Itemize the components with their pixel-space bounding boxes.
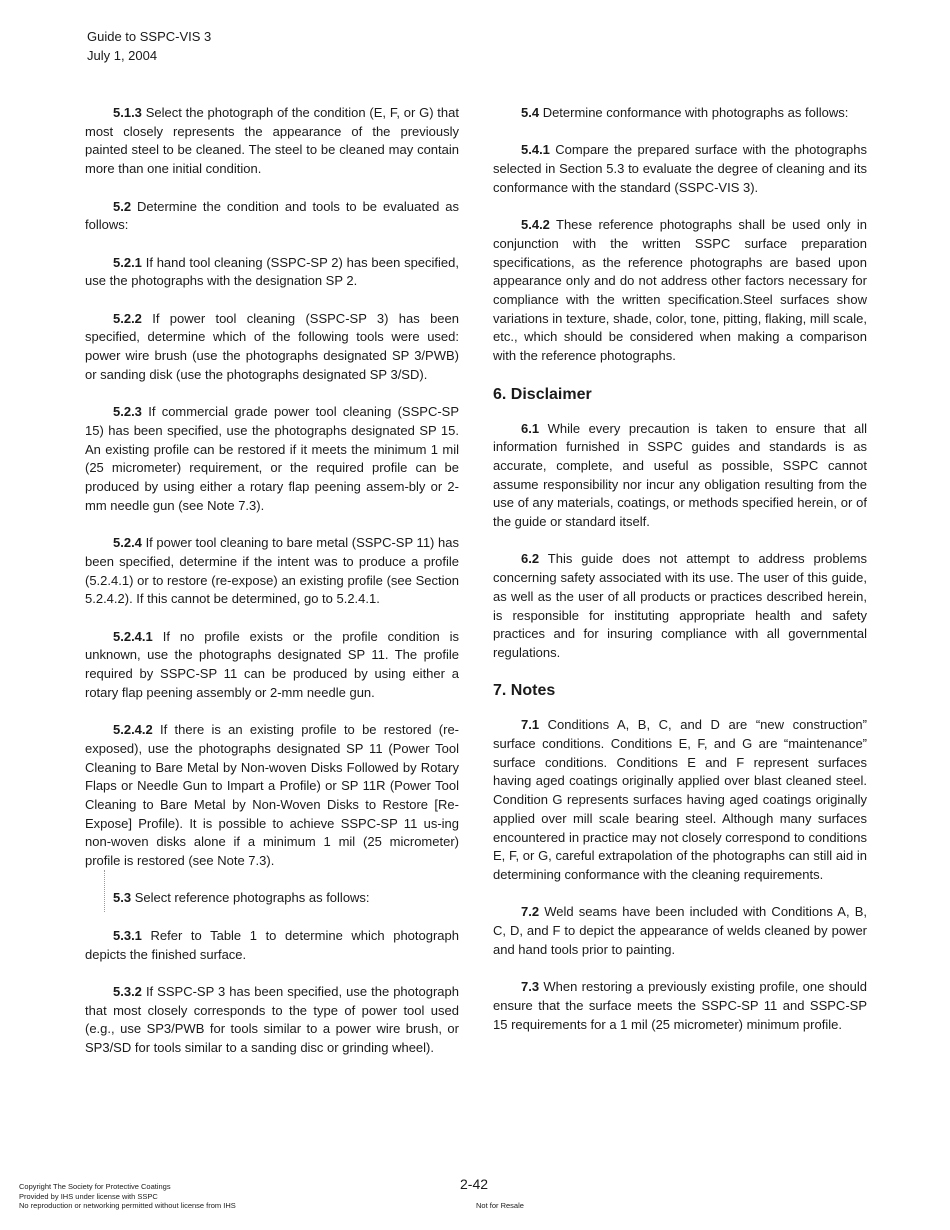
footer-not-for-resale: Not for Resale xyxy=(476,1201,524,1210)
section-5-2: 5.2 Determine the condition and tools to be evaluated as follows: xyxy=(85,198,459,233)
heading-disclaimer: 6. Disclaimer xyxy=(493,385,592,403)
left-column xyxy=(85,104,459,1076)
footer-provider: Provided by IHS under license with SSPC xyxy=(19,1191,158,1201)
note-7-2: 7.2 Weld seams have been included with Conditions A, B, C, D, and F to depict the appearance of welds cleaned by power and hand tools prior to painting. xyxy=(493,904,867,957)
section-5-2-4-1: 5.2.4.1 If no profile exists or the profile condition is unknown, use the photographs designated SP 11. The profile required by SSPC-SP 11 can be produced by using either a rotary flap peening assembly or 2-mm needle gun. xyxy=(85,628,459,700)
section-6-1: 6.1 While every precaution is taken to ensure that all information furnished in SSPC guides and standards is as accurate, complete, and useful as possible, SSPC cannot assume responsibility nor incur any obligation resulting from the use of any materials, coatings, or methods specified herein, or of the guide or standard itself. xyxy=(493,420,867,530)
note-7-3: 7.3 When restoring a previously existing profile, one should ensure that the surface meets the SSPC-SP 11 and SSPC-SP 15 requirements for a 1 mil (25 micrometer) minimum profile. xyxy=(493,979,867,1032)
heading-notes: 7. Notes xyxy=(493,682,556,700)
section-5-2-3: 5.2.3 If commercial grade power tool cleaning (SSPC-SP 15) has been specified, use the photographs designated SP 15. An existing profile can be restored if it meets the minimum 1 mil (25 micrometer) requirement, or the required profile can be produced by using either a rotary flap peening assem-bly or 2-mm needle gun (see Note 7.3). xyxy=(85,404,459,513)
page-number: 2-42 xyxy=(460,1176,489,1192)
header-title: Guide to SSPC-VIS 3 xyxy=(87,29,212,44)
right-column xyxy=(493,104,867,1053)
running-header xyxy=(87,27,211,65)
note-7-1: 7.1 Conditions A, B, C, and D are “new construction” surface conditions. Conditions E, F, and G are “maintenance” surface conditions. Conditions E and F represent surfaces having aged coatings originally applied over blast cleaned steel. Condition G represents surfaces having aged coatings originally applied over mill scale bearing steel. Although many surfaces encountered in practice may not closely correspond to conditions E, F, or G, careful extrapolation of the photographs can still aid in determining conformance with the cleaning requirements. xyxy=(493,717,867,882)
section-5-4: 5.4 Determine conformance with photographs as follows: xyxy=(521,105,849,120)
margin-dotted-mark xyxy=(104,870,105,912)
section-5-3-2: 5.3.2 If SSPC-SP 3 has been specified, use the photograph that most closely corresponds to the type of power tool used (e.g., use SP3/PWB for tools similar to a power wire brush, or SP3/SD for tools similar to a sanding disc or grinding wheel). xyxy=(85,983,459,1055)
section-5-4-2: 5.4.2 These reference photographs shall be used only in conjunction with the written SSPC surface preparation specifications, as the reference photographs are based upon appearance only and do not address other factors necessary for compliance with the written specification.Steel surfaces show variations in texture, shade, color, tone, pitting, flaking, mill scale, etc., which should be considered when making a comparison with the reference photographs. xyxy=(493,217,867,364)
header-date: July 1, 2004 xyxy=(87,48,158,63)
footer-license: No reproduction or networking permitted without license from IHS xyxy=(19,1201,236,1210)
section-5-2-1: 5.2.1 If hand tool cleaning (SSPC-SP 2) has been specified, use the photographs with the designation SP 2. xyxy=(85,254,459,289)
section-5-3-1: 5.3.1 Refer to Table 1 to determine which photograph depicts the finished surface. xyxy=(85,927,459,962)
section-5-2-4-2: 5.2.4.2 If there is an existing profile to be restored (re-exposed), use the photographs designated SP 11 (Power Tool Cleaning to Bare Metal by Non-woven Disks Followed by Rotary Flaps or Needle Gun to Impart a Profile) or SP 11R (Power Tool Cleaning to Bare Metal by Non-Woven Disks to Restore [Re-Expose] Profile). It is possible to achieve SSPC-SP 11 us-ing non-woven disks alone if a minimum 1 mil (25 micrometer) profile is restored (see Note 7.3). xyxy=(85,722,459,869)
section-5-1-3: 5.1.3 Select the photograph of the condition (E, F, or G) that most closely represents the appearance of the previously painted steel to be cleaned. The steel to be cleaned may contain more than one initial condition. xyxy=(85,105,459,177)
section-5-4-1: 5.4.1 Compare the prepared surface with the photographs selected in Section 5.3 to evaluate the degree of cleaning and its conformance with the standard (SSPC-VIS 3). xyxy=(493,142,867,195)
section-6-2: 6.2 This guide does not attempt to address problems concerning safety associated with its use. The user of this guide, as well as the user of all products or practices described herein, is responsible for instituting appropriate health and safety practices and for insuring compliance with all governmental regulations. xyxy=(493,551,867,660)
section-5-3: 5.3 Select reference photographs as follows: xyxy=(113,890,370,906)
copyright-footer xyxy=(19,1182,236,1211)
section-5-2-2: 5.2.2 If power tool cleaning (SSPC-SP 3) has been specified, determine which of the following tools were used: power wire brush (use the photographs designated SP 3/PWB) or sanding disk (use the photographs designated SP 3/SD). xyxy=(85,310,459,382)
section-5-2-4: 5.2.4 If power tool cleaning to bare metal (SSPC-SP 11) has been specified, determine if the intent was to produce a profile (5.2.4.1) or to restore (re-expose) an existing profile (see Section 5.2.4.2). If this cannot be determined, go to 5.2.4.1. xyxy=(85,535,459,607)
footer-copyright: Copyright The Society for Protective Coatings xyxy=(19,1182,171,1191)
